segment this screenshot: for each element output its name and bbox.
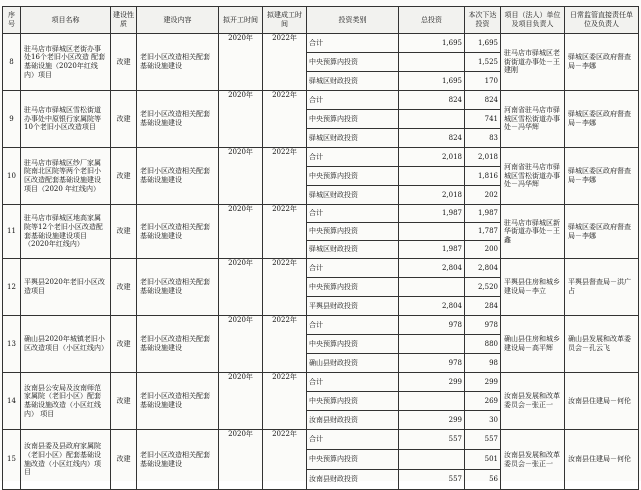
table-body [3, 34, 639, 490]
total-investment [399, 53, 465, 72]
project-end: 2022年 [263, 316, 307, 373]
project-content: 老旧小区改造相关配套基础设施建设 [137, 205, 219, 259]
total-investment: 978 [399, 316, 465, 335]
batch-investment: 202 [465, 186, 501, 205]
total-investment: 557 [399, 470, 465, 490]
total-investment: 1,987 [399, 205, 465, 223]
investment-category: 合计 [307, 373, 399, 392]
table-row [3, 148, 639, 167]
investment-category: 中央预算内投资 [307, 223, 399, 241]
investment-category: 合计 [307, 430, 399, 450]
total-investment [399, 450, 465, 470]
project-end: 2022年 [263, 259, 307, 316]
project-content: 老旧小区改造相关配套基础设施建设 [137, 373, 219, 430]
investment-category: 驿城区财政投资 [307, 72, 399, 91]
project-end: 2022年 [263, 205, 307, 259]
batch-investment: 269 [465, 392, 501, 411]
project-name: 驻马店市驿城区纱厂家属院南北区院等两个老旧小区改造配套基础设施建设项目（2020 年红线内） [21, 148, 111, 205]
batch-investment: 83 [465, 129, 501, 148]
project-owner: 汝南县发展和改革委员会－张正一 [501, 430, 565, 490]
header-nature: 建设性质 [111, 7, 137, 34]
header-batch: 本次下达投资 [465, 7, 501, 34]
project-name: 驻马店市驿城区地高家属院等12个老旧小区改造配套基础设施建设项目（2020年红线内） [21, 205, 111, 259]
batch-investment: 2,520 [465, 278, 501, 297]
header-supervisor: 日常监管直接责任单位及负责人 [565, 7, 639, 34]
batch-investment: 56 [465, 470, 501, 490]
project-seq: 14 [3, 373, 21, 430]
total-investment [399, 167, 465, 186]
investment-category: 中央预算内投资 [307, 53, 399, 72]
table-row [3, 430, 639, 450]
investment-category: 合计 [307, 34, 399, 53]
total-investment: 299 [399, 373, 465, 392]
batch-investment: 200 [465, 241, 501, 259]
batch-investment: 880 [465, 335, 501, 354]
project-owner: 确山县住房和城乡建设局－高平辉 [501, 316, 565, 373]
project-name: 驻马店市驿城区雪松街道办事处中原银行家属院等10个老旧小区改造项目 [21, 91, 111, 148]
batch-investment: 299 [465, 373, 501, 392]
project-nature: 改建 [111, 316, 137, 373]
total-investment: 557 [399, 430, 465, 450]
investment-category: 合计 [307, 205, 399, 223]
total-investment: 299 [399, 411, 465, 430]
total-investment [399, 335, 465, 354]
project-supervisor: 汝南县住建局－何伦 [565, 373, 639, 430]
batch-investment: 170 [465, 72, 501, 91]
header-content: 建设内容 [137, 7, 219, 34]
project-end: 2022年 [263, 91, 307, 148]
header-start: 拟开工时间 [219, 7, 263, 34]
project-owner: 驻马店市驿城区老街街道办事处－王建刚 [501, 34, 565, 91]
total-investment [399, 278, 465, 297]
batch-investment: 978 [465, 316, 501, 335]
batch-investment: 1,695 [465, 34, 501, 53]
table-row [3, 316, 639, 335]
project-name: 平舆县2020年老旧小区改造项目 [21, 259, 111, 316]
project-end: 2022年 [263, 373, 307, 430]
investment-category: 中央预算内投资 [307, 167, 399, 186]
investment-category: 驿城区财政投资 [307, 186, 399, 205]
investment-category: 中央预算内投资 [307, 278, 399, 297]
investment-category: 中央预算内投资 [307, 110, 399, 129]
project-supervisor: 驿城区委区政府督查局－李娜 [565, 205, 639, 259]
project-owner: 河南省驻马店市驿城区雪松街道办事处－冯华辉 [501, 148, 565, 205]
project-start: 2020年 [219, 148, 263, 205]
batch-investment: 284 [465, 297, 501, 316]
project-owner: 汝南县发展和改革委员会－张正一 [501, 373, 565, 430]
investment-table [2, 6, 639, 490]
project-seq: 10 [3, 148, 21, 205]
table-row [3, 205, 639, 223]
total-investment: 2,804 [399, 297, 465, 316]
batch-investment: 98 [465, 354, 501, 373]
table-row [3, 91, 639, 110]
project-nature: 改建 [111, 259, 137, 316]
project-content: 老旧小区改造相关配套基础设施建设 [137, 34, 219, 91]
project-start: 2020年 [219, 316, 263, 373]
investment-category: 合计 [307, 316, 399, 335]
total-investment [399, 110, 465, 129]
batch-investment: 2,018 [465, 148, 501, 167]
total-investment: 978 [399, 354, 465, 373]
project-seq: 12 [3, 259, 21, 316]
batch-investment: 1,816 [465, 167, 501, 186]
project-owner: 河南省驻马店市驿城区雪松街道办事处－冯华辉 [501, 91, 565, 148]
batch-investment: 30 [465, 411, 501, 430]
investment-category: 中央预算内投资 [307, 450, 399, 470]
batch-investment: 1,787 [465, 223, 501, 241]
header-seq: 序号 [3, 7, 21, 34]
total-investment: 1,695 [399, 34, 465, 53]
investment-category: 确山县财政投资 [307, 354, 399, 373]
project-start: 2020年 [219, 430, 263, 490]
project-seq: 8 [3, 34, 21, 91]
total-investment: 2,018 [399, 148, 465, 167]
project-content: 老旧小区改造相关配套基础设施建设 [137, 430, 219, 490]
investment-category: 合计 [307, 259, 399, 278]
project-seq: 13 [3, 316, 21, 373]
total-investment: 824 [399, 129, 465, 148]
total-investment: 2,804 [399, 259, 465, 278]
header-row [3, 7, 639, 34]
project-content: 老旧小区改造相关配套基础设施建设 [137, 316, 219, 373]
batch-investment: 1,525 [465, 53, 501, 72]
project-nature: 改建 [111, 34, 137, 91]
header-name: 项目名称 [21, 7, 111, 34]
investment-category: 平舆县财政投资 [307, 297, 399, 316]
investment-category: 汝南县财政投资 [307, 470, 399, 490]
project-content: 老旧小区改造相关配套基础设施建设 [137, 91, 219, 148]
project-supervisor: 驿城区委区政府督查局－李娜 [565, 91, 639, 148]
investment-category: 合计 [307, 148, 399, 167]
project-nature: 改建 [111, 430, 137, 490]
total-investment: 1,987 [399, 241, 465, 259]
project-start: 2020年 [219, 91, 263, 148]
header-total: 总投资 [399, 7, 465, 34]
project-content: 老旧小区改造相关配套基础设施建设 [137, 259, 219, 316]
total-investment: 824 [399, 91, 465, 110]
project-end: 2022年 [263, 34, 307, 91]
total-investment: 1,695 [399, 72, 465, 91]
project-seq: 15 [3, 430, 21, 490]
project-content: 老旧小区改造相关配套基础设施建设 [137, 148, 219, 205]
batch-investment: 557 [465, 430, 501, 450]
batch-investment: 824 [465, 91, 501, 110]
batch-investment: 501 [465, 450, 501, 470]
batch-investment: 741 [465, 110, 501, 129]
investment-category: 汝南县财政投资 [307, 411, 399, 430]
project-nature: 改建 [111, 91, 137, 148]
project-owner: 驻马店市驿城区新华街道办事处－王鑫 [501, 205, 565, 259]
project-seq: 9 [3, 91, 21, 148]
project-seq: 11 [3, 205, 21, 259]
project-nature: 改建 [111, 373, 137, 430]
project-end: 2022年 [263, 430, 307, 490]
project-nature: 改建 [111, 148, 137, 205]
investment-category: 驿城区财政投资 [307, 241, 399, 259]
total-investment [399, 223, 465, 241]
investment-category: 驿城区财政投资 [307, 129, 399, 148]
table-row [3, 373, 639, 392]
project-nature: 改建 [111, 205, 137, 259]
project-name: 驻马店市驿城区老街办事处16个老旧小区改造 配套基础设施（2020年红线内）项目 [21, 34, 111, 91]
project-owner: 平舆县住房和城乡建设局－李立 [501, 259, 565, 316]
project-start: 2020年 [219, 205, 263, 259]
project-name: 确山县2020年城镇老旧小区改造项目（小区红线内） [21, 316, 111, 373]
table-row [3, 259, 639, 278]
project-supervisor: 驿城区委区政府督查局－李娜 [565, 148, 639, 205]
investment-category: 中央预算内投资 [307, 335, 399, 354]
project-end: 2022年 [263, 148, 307, 205]
project-supervisor: 平舆县督查局－洪广占 [565, 259, 639, 316]
total-investment [399, 392, 465, 411]
project-name: 汝南县委及县政府家属院（老旧小区）配套基础设施改造（小区红线内）项目 [21, 430, 111, 490]
header-category: 投资类别 [307, 7, 399, 34]
batch-investment: 1,987 [465, 205, 501, 223]
project-supervisor: 驿城区委区政府督查局－李娜 [565, 34, 639, 91]
project-start: 2020年 [219, 34, 263, 91]
project-supervisor: 汝南县住建局－何伦 [565, 430, 639, 490]
investment-category: 中央预算内投资 [307, 392, 399, 411]
batch-investment: 2,804 [465, 259, 501, 278]
project-supervisor: 确山县发展和改革委员会－孔云飞 [565, 316, 639, 373]
header-end: 拟建成工时间 [263, 7, 307, 34]
project-start: 2020年 [219, 259, 263, 316]
investment-category: 合计 [307, 91, 399, 110]
header-owner: 项目（法人）单位及项目负责人 [501, 7, 565, 34]
total-investment: 2,018 [399, 186, 465, 205]
table-row [3, 34, 639, 53]
project-name: 汝南县公安局及汝南师范家属院（老旧小区）配套基础设施改造（小区红线内） 项目 [21, 373, 111, 430]
project-start: 2020年 [219, 373, 263, 430]
